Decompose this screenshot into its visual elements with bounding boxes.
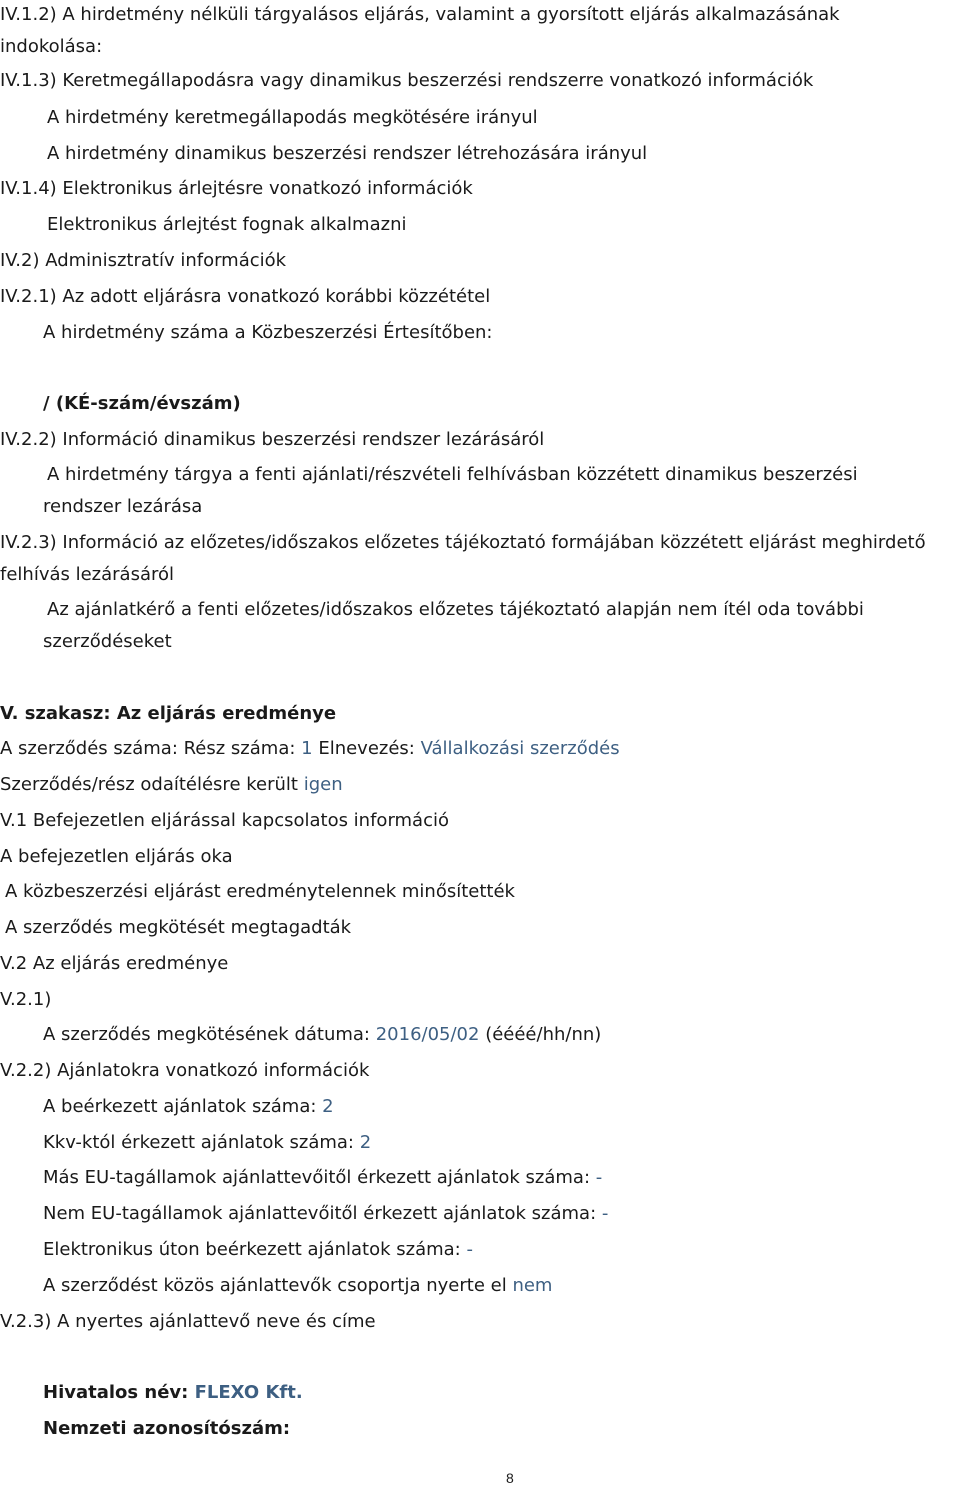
section-iv-2-3-heading-cont: felhívás lezárásáról — [0, 564, 175, 585]
offers-electronic-label: Elektronikus úton beérkezett ajánlatok száma: — [43, 1239, 467, 1260]
awarded-label: Szerződés/rész odaítélésre került — [0, 774, 304, 795]
dynamic-system-closure-text: A hirdetmény tárgya a fenti ajánlati/részvételi felhívásban közzétett dinamikus beszerzési — [47, 464, 858, 485]
section-iv-1-4-heading: IV.1.4) Elektronikus árlejtésre vonatkozó információk — [0, 178, 473, 199]
electronic-auction-text: Elektronikus árlejtést fognak alkalmazni — [47, 214, 407, 235]
framework-agreement-text: A hirdetmény keretmegállapodás megkötésére irányul — [47, 107, 538, 128]
section-iv-2-heading: IV.2) Adminisztratív információk — [0, 250, 287, 271]
official-name-line — [43, 1381, 303, 1405]
offers-sme-label: Kkv-któl érkezett ajánlatok száma: — [43, 1132, 360, 1153]
offers-eu-line — [43, 1166, 602, 1190]
page-number: 8 — [506, 1470, 514, 1486]
section-v-2-3-heading: V.2.3) A nyertes ajánlattevő neve és címe — [0, 1311, 376, 1332]
section-v-heading: V. szakasz: Az eljárás eredménye — [0, 703, 337, 724]
contract-line — [0, 737, 620, 761]
section-iv-2-3-heading: IV.2.3) Információ az előzetes/időszakos előzetes tájékoztató formájában közzétett eljárást meghirdető — [0, 532, 926, 553]
offers-eu-value: - — [595, 1167, 603, 1188]
unfinished-reason-label: A befejezetlen eljárás oka — [0, 846, 233, 867]
joint-bidders-value: nem — [512, 1275, 553, 1296]
section-iv-1-2-heading-cont: indokolása: — [0, 36, 103, 57]
contract-number-label: A szerződés száma: Rész száma: — [0, 738, 302, 759]
awarded-value: igen — [303, 774, 343, 795]
dynamic-system-text: A hirdetmény dinamikus beszerzési rendszer létrehozására irányul — [47, 143, 648, 164]
national-id-label: Nemzeti azonosítószám: — [43, 1418, 291, 1439]
date-format-hint: (éééé/hh/nn) — [479, 1024, 602, 1045]
offers-received-label: A beérkezett ajánlatok száma: — [43, 1096, 323, 1117]
conclusion-date-label: A szerződés megkötésének dátuma: — [43, 1024, 376, 1045]
awarded-line — [0, 773, 343, 797]
prior-notice-text-cont: szerződéseket — [43, 631, 172, 652]
section-iv-1-2-heading: IV.1.2) A hirdetmény nélküli tárgyalásos eljárás, valamint a gyorsított eljárás alkalmazásának — [0, 4, 840, 25]
official-name-value: FLEXO Kft. — [194, 1382, 303, 1403]
joint-bidders-label: A szerződést közös ajánlattevők csoportja nyerte el — [43, 1275, 513, 1296]
joint-bidders-line — [43, 1274, 552, 1298]
conclusion-date-value: 2016/05/02 — [375, 1024, 480, 1045]
procedure-unsuccessful-text: A közbeszerzési eljárást eredménytelennek minősítették — [5, 881, 515, 902]
offers-electronic-value: - — [466, 1239, 473, 1260]
section-iv-2-1-heading: IV.2.1) Az adott eljárásra vonatkozó korábbi közzététel — [0, 286, 491, 307]
notice-number-format: / (KÉ-szám/évszám) — [43, 393, 241, 414]
contract-refused-text: A szerződés megkötését megtagadták — [5, 917, 352, 938]
section-v-2-heading: V.2 Az eljárás eredménye — [0, 953, 229, 974]
offers-non-eu-value: - — [601, 1203, 609, 1224]
offers-non-eu-label: Nem EU-tagállamok ajánlattevőitől érkezett ajánlatok száma: — [43, 1203, 602, 1224]
section-iv-2-2-heading: IV.2.2) Információ dinamikus beszerzési rendszer lezárásáról — [0, 429, 545, 450]
offers-sme-line — [43, 1131, 371, 1155]
section-iv-1-3-heading: IV.1.3) Keretmegállapodásra vagy dinamikus beszerzési rendszerre vonatkozó információk — [0, 70, 814, 91]
conclusion-date-line — [43, 1023, 601, 1047]
offers-eu-label: Más EU-tagállamok ajánlattevőitől érkezett ajánlatok száma: — [43, 1167, 596, 1188]
offers-non-eu-line — [43, 1202, 608, 1226]
notice-number-label: A hirdetmény száma a Közbeszerzési Értesítőben: — [43, 322, 493, 343]
contract-name-label: Elnevezés: — [312, 738, 421, 759]
offers-received-line — [43, 1095, 334, 1119]
prior-notice-text: Az ajánlatkérő a fenti előzetes/időszakos előzetes tájékoztató alapján nem ítél oda további — [47, 599, 864, 620]
official-name-label: Hivatalos név: — [43, 1382, 195, 1403]
offers-electronic-line — [43, 1238, 473, 1262]
section-v-1-heading: V.1 Befejezetlen eljárással kapcsolatos információ — [0, 810, 449, 831]
section-v-2-2-heading: V.2.2) Ajánlatokra vonatkozó információk — [0, 1060, 370, 1081]
part-number-value: 1 — [301, 738, 313, 759]
offers-received-value: 2 — [322, 1096, 334, 1117]
section-v-2-1-heading: V.2.1) — [0, 989, 52, 1010]
offers-sme-value: 2 — [359, 1132, 372, 1153]
dynamic-system-closure-text-cont: rendszer lezárása — [43, 496, 203, 517]
contract-name-value: Vállalkozási szerződés — [420, 738, 620, 759]
